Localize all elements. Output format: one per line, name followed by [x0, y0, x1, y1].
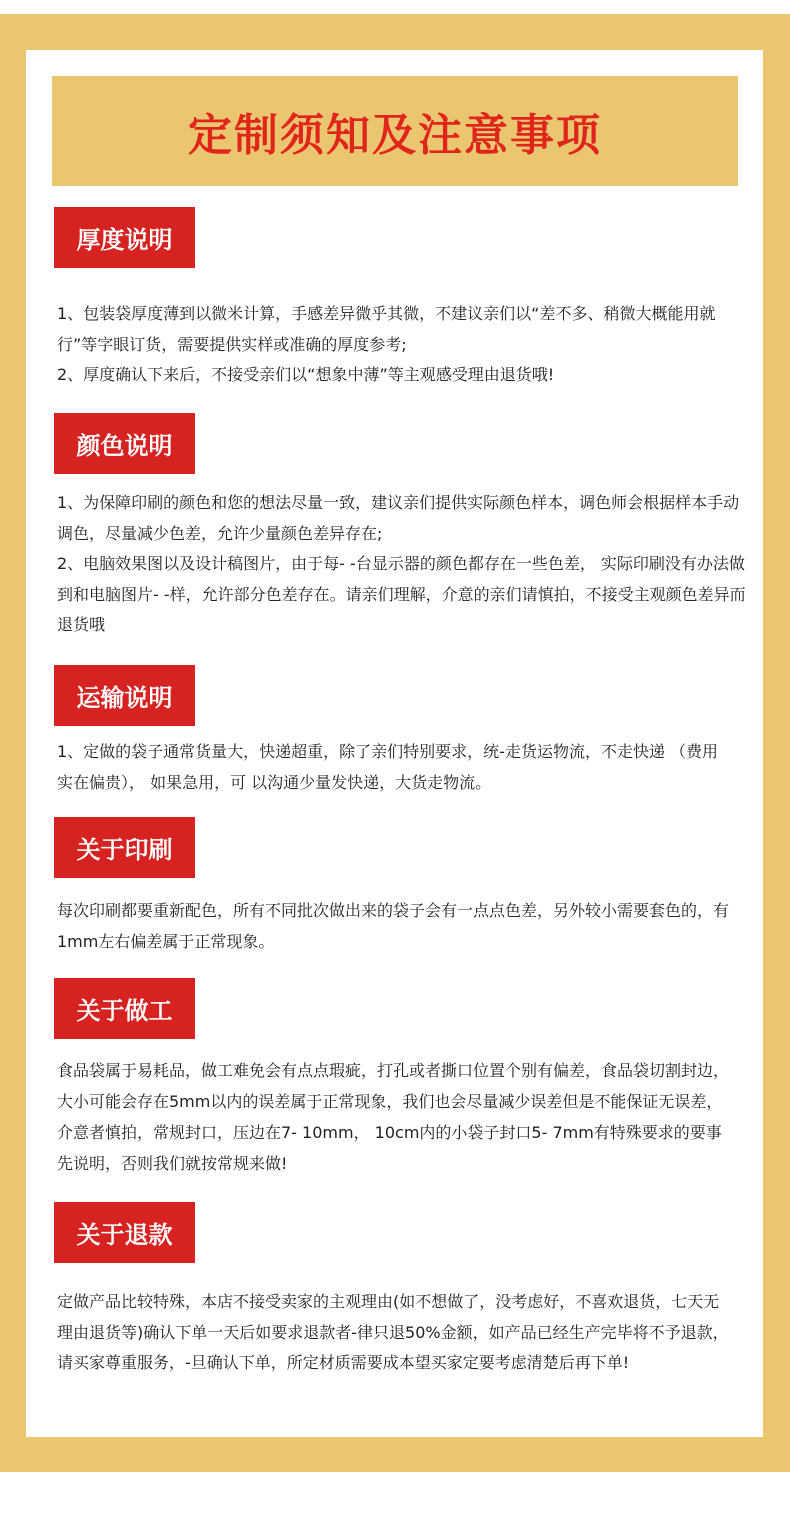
paragraph: 1、包装袋厚度薄到以微米计算，手感差异微乎其微，不建议亲们以“差不多、稍微大概能用就行”等字眼订货，需要提供实样或准确的厚度参考;: [57, 304, 716, 354]
paragraph: 食品袋属于易耗品，做工难免会有点点瑕疵，打孔或者撕口位置个别有偏差，食品袋切割封边，大小可能会存在5mm以内的误差属于正常现象，我们也会尽量减少误差但是不能保证无误差，介意者慎拍，常规封口，压边在7- 10mm， 10cm内的小袋子封口5- 7mm有特殊要求的要事先说明，否则我们就按常规来做!: [57, 1061, 730, 1173]
title-banner: [52, 76, 738, 186]
section-heading-refund: 关于退款: [54, 1202, 195, 1263]
section-heading-workmanship: 关于做工: [54, 978, 195, 1039]
section-heading-color: 颜色说明: [54, 413, 195, 474]
paragraph: 定做产品比较特殊，本店不接受卖家的主观理由(如不想做了，没考虑好，不喜欢退货，七天无理由退货等)确认下单一天后如要求退款者-律只退50%金额，如产品已经生产完毕将不予退款，请买家尊重服务，-旦确认下单，所定材质需要成本望买家定要考虑清楚后再下单!: [57, 1292, 729, 1372]
section-body-color: [57, 488, 747, 641]
section-body-printing: [57, 896, 729, 957]
paragraph: 1、定做的袋子通常货量大，快递超重，除了亲们特别要求，统-走货运物流，不走快递 （费用实在偏贵）， 如果急用，可 以沟通少量发快递，大货走物流。: [57, 742, 719, 792]
section-body-shipping: [57, 737, 729, 798]
section-heading-thickness: 厚度说明: [54, 207, 195, 268]
page-title: 定制须知及注意事项: [188, 110, 602, 161]
paragraph: 2、厚度确认下来后，不接受亲们以“想象中薄”等主观感受理由退货哦!: [57, 365, 555, 384]
section-body-workmanship: [57, 1055, 737, 1179]
section-heading-printing: 关于印刷: [54, 817, 195, 878]
section-body-refund: [57, 1287, 729, 1379]
paragraph: 1、为保障印刷的颜色和您的想法尽量一致，建议亲们提供实际颜色样本，调色师会根据样本手动调色，尽量减少色差，允许少量颜色差异存在;: [57, 493, 740, 543]
section-body-thickness: [57, 299, 729, 391]
section-heading-shipping: 运输说明: [54, 665, 195, 726]
paragraph: 每次印刷都要重新配色，所有不同批次做出来的袋子会有一点点色差，另外较小需要套色的，有1mm左右偏差属于正常现象。: [57, 901, 730, 951]
paragraph: 2、电脑效果图以及设计稿图片，由于每- -台显示器的颜色都存在一些色差， 实际印刷没有办法做到和电脑图片- -样，允许部分色差存在。请亲们理解，介意的亲们请慎拍，不接受主观颜色差异而退货哦: [57, 554, 746, 634]
